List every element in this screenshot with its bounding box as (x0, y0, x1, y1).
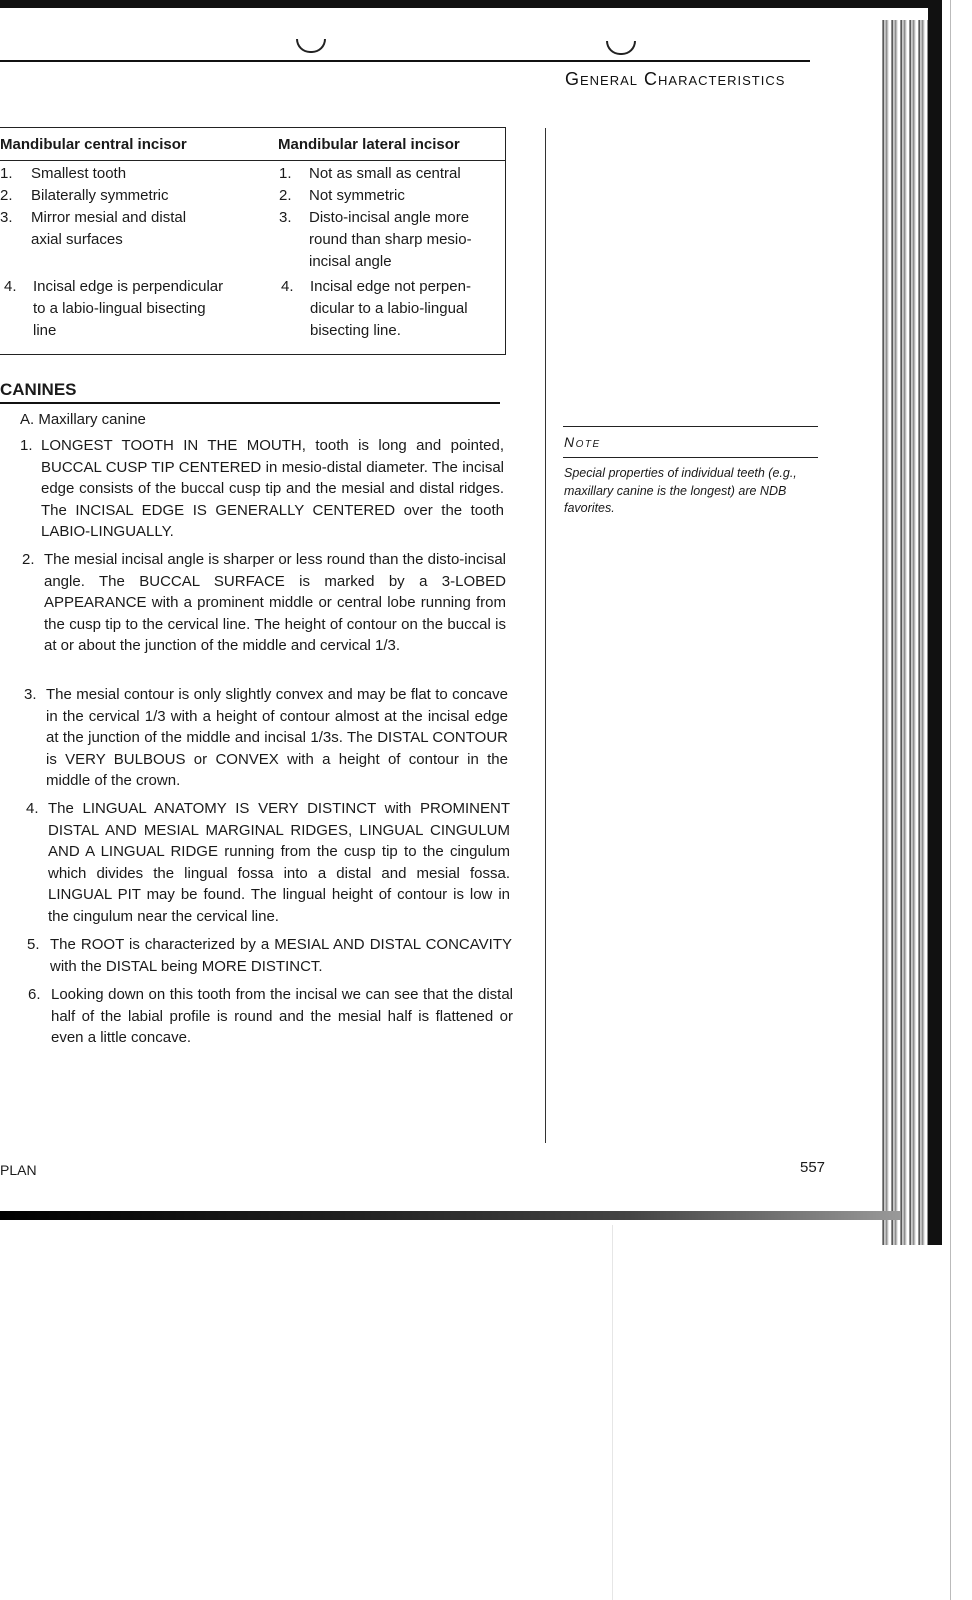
note-rule-bottom (563, 457, 818, 458)
binding-arc-mark (296, 39, 326, 53)
table-cell-text: Smallest tooth (31, 165, 127, 182)
note-text: Special properties of individual teeth (e.g., maxillary canine is the longest) are NDB favorites. (564, 466, 797, 515)
table-cell-text: bisecting line. (310, 322, 401, 339)
table-item-number: 2. (0, 187, 13, 204)
scan-right-line (950, 0, 951, 1600)
table-cell-text: Disto-incisal angle more (309, 209, 470, 226)
list-item-number: 5. (27, 936, 40, 953)
note-label: Note (564, 434, 601, 450)
list-item-number: 3. (24, 686, 37, 703)
list-item-text: LONGEST TOOTH IN THE MOUTH, tooth is long and pointed, BUCCAL CUSP TIP CENTERED in mesio-distal diameter. The incisal edge consists of the buccal cusp tip and the mesial and distal ridges. The INCISAL EDGE IS GENERALLY CENTERED over the tooth LABIO-LINGUALLY. (41, 437, 504, 540)
note-rule-top (563, 426, 818, 427)
table-cell-text: axial surfaces (31, 231, 123, 248)
table-item-number: 4. (4, 278, 17, 295)
page-number: 557 (800, 1159, 826, 1176)
column-rule (545, 128, 546, 1143)
table-cell-text: Not as small as central (309, 165, 461, 182)
list-item-number: 2. (22, 551, 35, 568)
table-cell-text: round than sharp mesio- (309, 231, 472, 248)
table-header-central: Mandibular central incisor (0, 136, 187, 153)
scan-ghost-line (612, 1225, 613, 1600)
section-rule (0, 402, 500, 404)
table-item-number: 3. (279, 209, 292, 226)
binding-arc-mark (606, 41, 636, 55)
table-item-number: 4. (281, 278, 294, 295)
table-cell-text: Mirror mesial and distal (31, 209, 187, 226)
book-spine-edge (928, 0, 942, 1245)
list-item-number: 1. (20, 437, 33, 454)
table-header-rule (0, 160, 505, 161)
list-item-text: The ROOT is characterized by a MESIAL AND DISTAL CONCAVITY with the DISTAL being MORE DISTINCT. (50, 936, 512, 975)
list-item-text: The LINGUAL ANATOMY IS VERY DISTINCT with PROMINENT DISTAL AND MESIAL MARGINAL RIDGES, LINGUAL CINGULUM AND A LINGUAL RIDGE running from the cusp tip to the cingulum which divides the lingual fossa into a distal and mesial fossa. LINGUAL PIT may be found. The lingual height of contour is low in the cingulum near the cervical line. (48, 800, 510, 925)
table-cell-text: Incisal edge is perpendicular (33, 278, 224, 295)
scan-top-edge (0, 0, 940, 8)
table-cell-text: Bilaterally symmetric (31, 187, 169, 204)
table-item-number: 3. (0, 209, 13, 226)
table-item-number: 1. (279, 165, 292, 182)
list-item-text: Looking down on this tooth from the incisal we can see that the distal half of the labial profile is round and the mesial half is flattened or even a little concave. (51, 986, 513, 1046)
running-head: General Characteristics (565, 69, 786, 89)
table-item-number: 1. (0, 165, 13, 182)
table-header-lateral: Mandibular lateral incisor (278, 136, 460, 153)
table-cell-text: dicular to a labio-lingual (310, 300, 468, 317)
scan-bottom-edge (0, 1211, 900, 1220)
table-cell-text: incisal angle (309, 253, 392, 270)
table-cell-text: Not symmetric (309, 187, 405, 204)
table-cell-text: line (33, 322, 57, 339)
section-title: CANINES (0, 380, 77, 399)
header-rule (0, 60, 810, 62)
list-item-number: 6. (28, 986, 41, 1003)
table-item-number: 2. (279, 187, 292, 204)
list-item-text: The mesial contour is only slightly convex and may be flat to concave in the cervical 1/3 with a height of contour almost at the incisal edge at the junction of the middle and incisal 1/3s. The DISTAL CONTOUR is VERY BULBOUS or CONVEX with a height of contour in the middle of the crown. (46, 686, 508, 789)
table-cell-text: Incisal edge not perpen- (310, 278, 471, 295)
table-cell-text: to a labio-lingual bisecting (33, 300, 206, 317)
subsection-heading: A. Maxillary canine (20, 411, 146, 428)
footer-left: PLAN (0, 1162, 37, 1178)
list-item-number: 4. (26, 800, 39, 817)
list-item-text: The mesial incisal angle is sharper or less round than the disto-incisal angle. The BUCCAL SURFACE is marked by a 3-LOBED APPEARANCE with a prominent middle or central lobe running from the cusp tip to the cervical line. The height of contour on the buccal is at or about the junction of the middle and cervical 1/3. (44, 551, 506, 654)
